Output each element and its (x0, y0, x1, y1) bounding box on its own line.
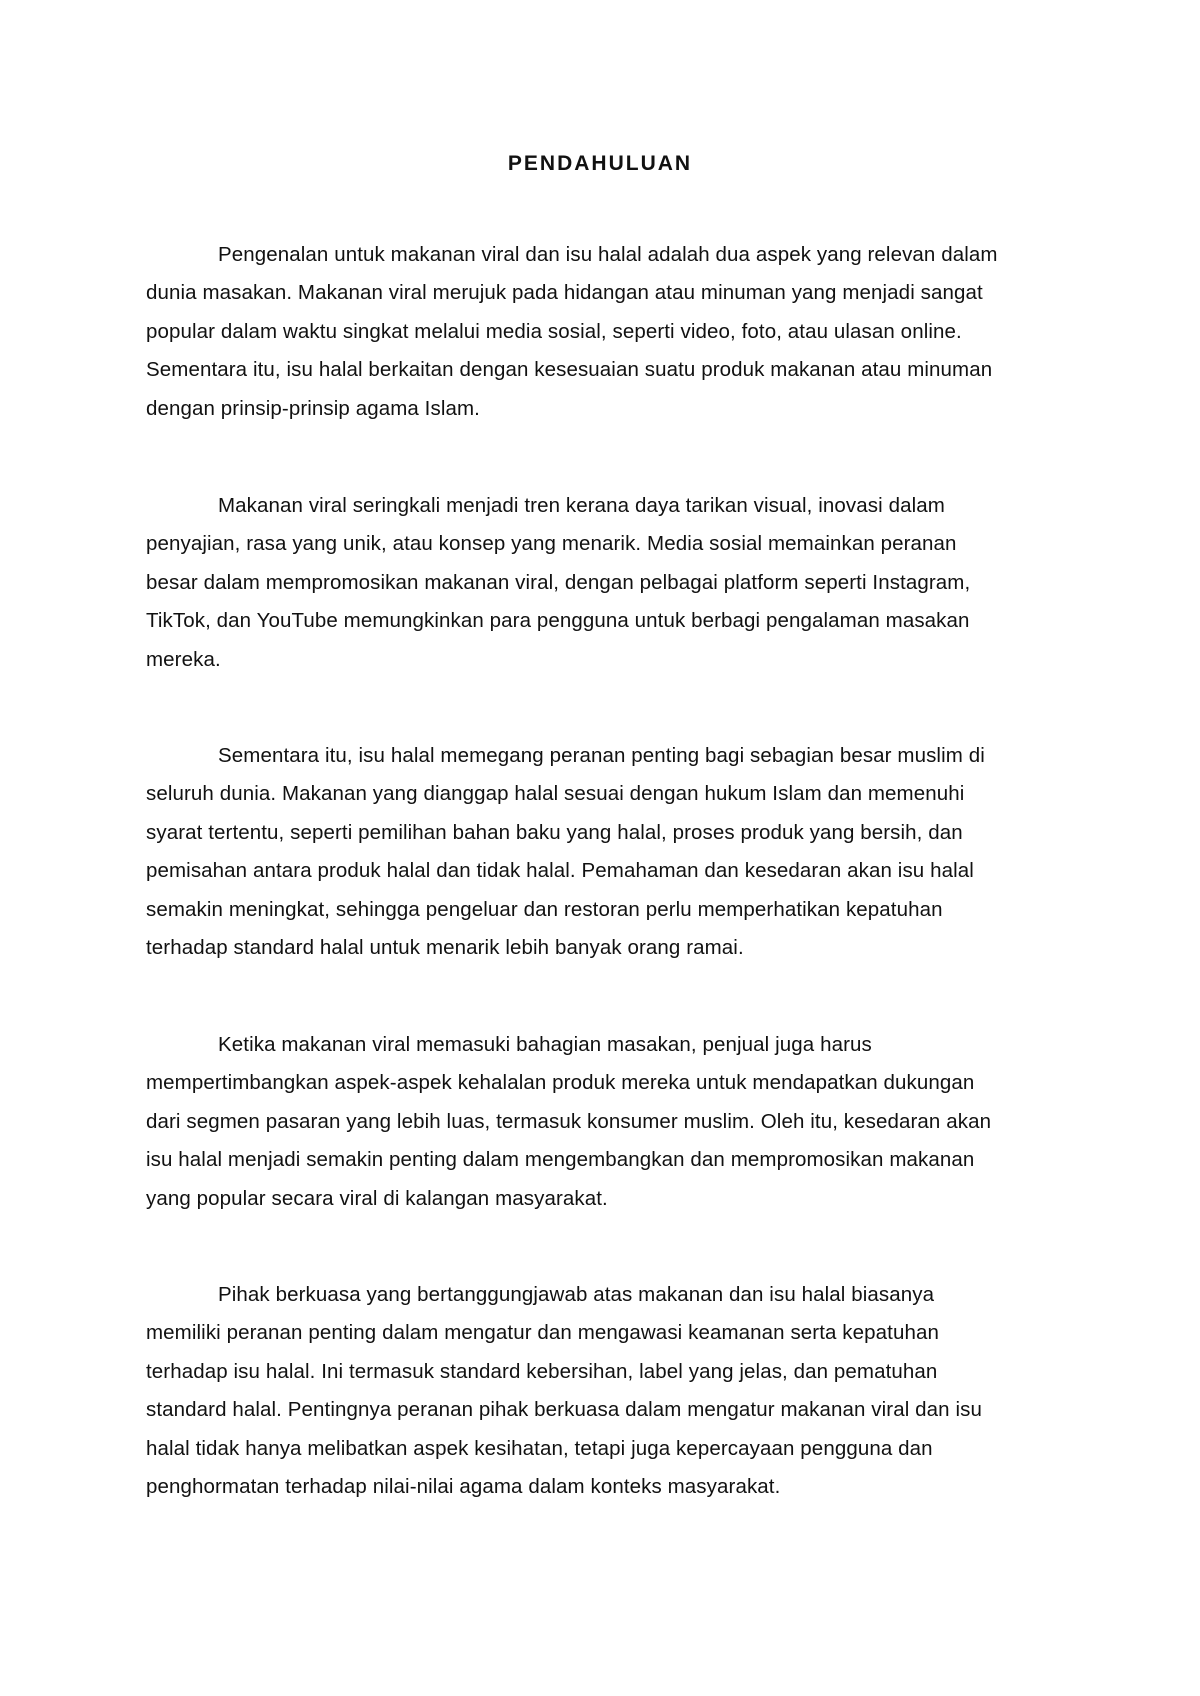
text-line: standard halal. Pentingnya peranan pihak berkuasa dalam mengatur makanan viral dan isu (146, 1398, 982, 1422)
paragraph-5 (146, 1276, 1066, 1506)
text-line: besar dalam mempromosikan makanan viral, dengan pelbagai platform seperti Instagram, (146, 570, 971, 594)
text-line: Sementara itu, isu halal berkaitan dengan kesesuaian suatu produk makanan atau minuman (146, 358, 993, 382)
text-line: Ketika makanan viral memasuki bahagian masakan, penjual juga harus (218, 1033, 872, 1056)
text-line: penghormatan terhadap nilai-nilai agama dalam konteks masyarakat. (146, 1475, 781, 1499)
paragraph-4 (146, 1026, 1066, 1218)
paragraph-3 (146, 737, 1066, 967)
text-line: dari segmen pasaran yang lebih luas, termasuk konsumer muslim. Oleh itu, kesedaran akan (146, 1109, 992, 1133)
paragraph-2 (146, 487, 1066, 679)
text-line: halal tidak hanya melibatkan aspek kesihatan, tetapi juga kepercayaan pengguna dan (146, 1436, 933, 1460)
text-line: Sementara itu, isu halal memegang peranan penting bagi sebagian besar muslim di (218, 744, 985, 767)
text-line: terhadap standard halal untuk menarik lebih banyak orang ramai. (146, 936, 744, 960)
text-line: isu halal menjadi semakin penting dalam mengembangkan dan mempromosikan makanan (146, 1148, 975, 1172)
text-line: yang popular secara viral di kalangan masyarakat. (146, 1186, 608, 1210)
text-line: dunia masakan. Makanan viral merujuk pada hidangan atau minuman yang menjadi sangat (146, 281, 983, 305)
text-line: seluruh dunia. Makanan yang dianggap halal sesuai dengan hukum Islam dan memenuhi (146, 782, 965, 806)
text-line: Makanan viral seringkali menjadi tren kerana daya tarikan visual, inovasi dalam (218, 494, 945, 517)
text-line: mempertimbangkan aspek-aspek kehalalan produk mereka untuk mendapatkan dukungan (146, 1071, 975, 1095)
text-line: dengan prinsip-prinsip agama Islam. (146, 396, 480, 420)
text-line: penyajian, rasa yang unik, atau konsep yang menarik. Media sosial memainkan peranan (146, 532, 957, 556)
text-line: memiliki peranan penting dalam mengatur dan mengawasi keamanan serta kepatuhan (146, 1321, 939, 1345)
text-line: Pihak berkuasa yang bertanggungjawab atas makanan dan isu halal biasanya (218, 1283, 935, 1306)
paragraph-1 (146, 236, 1066, 428)
text-line: Pengenalan untuk makanan viral dan isu halal adalah dua aspek yang relevan dalam (218, 243, 998, 266)
text-line: pemisahan antara produk halal dan tidak halal. Pemahaman dan kesedaran akan isu halal (146, 859, 974, 883)
text-line: mereka. (146, 647, 221, 671)
text-line: popular dalam waktu singkat melalui media sosial, seperti video, foto, atau ulasan online. (146, 319, 962, 343)
page-title: PENDAHULUAN (507, 152, 693, 175)
text-line: semakin meningkat, sehingga pengeluar dan restoran perlu memperhatikan kepatuhan (146, 897, 943, 921)
text-line: syarat tertentu, seperti pemilihan bahan baku yang halal, proses produk yang bersih, dan (146, 820, 963, 844)
text-line: TikTok, dan YouTube memungkinkan para pengguna untuk berbagi pengalaman masakan (146, 609, 970, 633)
text-line: terhadap isu halal. Ini termasuk standard kebersihan, label yang jelas, dan pematuhan (146, 1359, 938, 1383)
